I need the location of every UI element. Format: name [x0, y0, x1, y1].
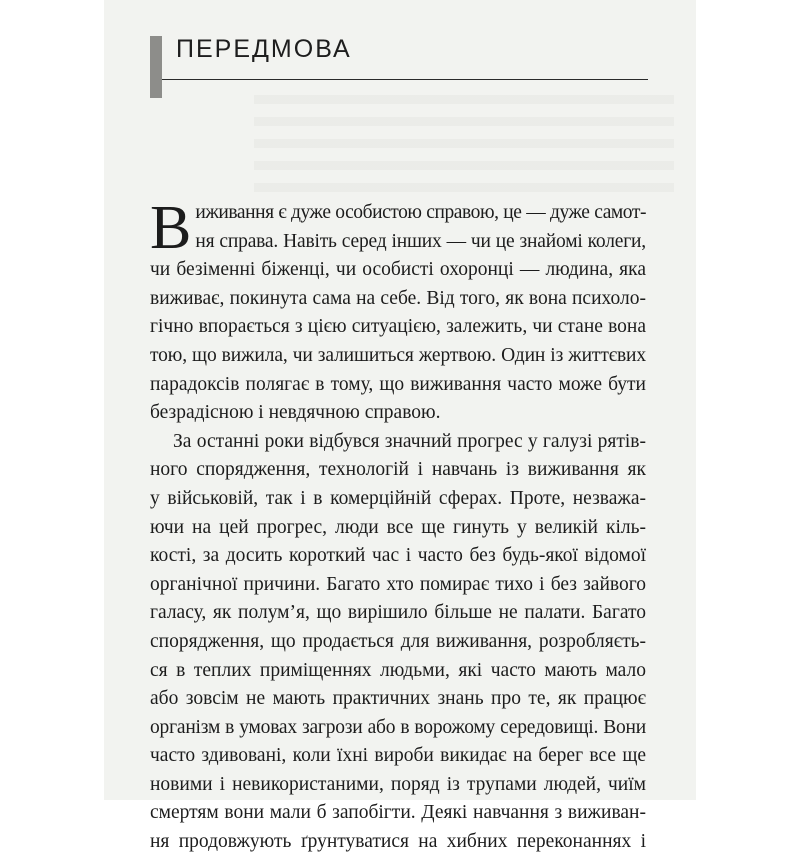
body-text: [150, 194, 646, 857]
text-line: ного спорядження, технологій і навчань із виживання як: [150, 459, 646, 481]
text-line: ня продовжують ґрунтуватися на хибних переконаннях і: [150, 831, 646, 853]
text-line: гічно впорається з цією ситуацією, залежить, чи стане вона: [150, 316, 646, 338]
page-heading: ПЕРЕДМОВА: [176, 35, 352, 63]
text-line: кості, за досить короткий час і часто без будь-якої відомої: [150, 545, 646, 567]
text-line: смертям вони мали б запобігти. Деякі навчання з виживан-: [150, 802, 646, 824]
text-line: тою, що вижила, чи залишиться жертвою. Один із життєвих: [150, 344, 646, 366]
text-line: часто здивовані, коли їхні вироби викидає на берег все ще: [150, 745, 646, 767]
text-line: ня справа. Навіть серед інших — чи це знайомі колеги,: [195, 230, 646, 252]
text-line: За останні роки відбувся значний прогрес у галузі рятів-: [173, 430, 646, 452]
heading-accent-bar: [150, 36, 162, 98]
drop-cap: В: [150, 194, 192, 262]
text-line: чи безіменні біженці, чи особисті охоронці — людина, яка: [150, 259, 646, 281]
book-page: [104, 0, 696, 853]
text-line: або зовсім не мають практичних знань про те, як працює: [150, 688, 646, 710]
text-line: у військовій, так і в комерційній сферах. Проте, незважа-: [150, 487, 646, 509]
text-line: галасу, як полум’я, що вирішило більше не палати. Багато: [150, 602, 646, 624]
paragraph-1: [150, 194, 646, 428]
paragraph-2: [150, 428, 646, 857]
text-line: парадоксів полягає в тому, що виживання часто може бути: [150, 373, 646, 395]
text-line: органічної причини. Багато хто помирає тихо і без зайвого: [150, 573, 646, 595]
text-line: безрадісною і невдячною справою.: [150, 402, 441, 424]
heading-rule: [162, 79, 648, 80]
text-line: спорядження, що продається для виживання, розробляєть-: [150, 630, 646, 652]
text-line: ся в теплих приміщеннях людьми, які часто мають мало: [150, 659, 646, 681]
bleed-through-texture: [254, 95, 674, 195]
text-line: новими і невикористаними, поряд із трупами людей, чиїм: [150, 773, 646, 795]
text-line: організм в умовах загрози або в ворожому середовищі. Вони: [150, 716, 646, 738]
text-line: иживання є дуже особистою справою, це — дуже самот-: [195, 202, 646, 223]
text-line: виживає, покинута сама на себе. Від того, як вона психоло-: [150, 287, 646, 309]
text-line: ючи на цей прогрес, люди все ще гинуть у великій кіль-: [150, 516, 646, 538]
